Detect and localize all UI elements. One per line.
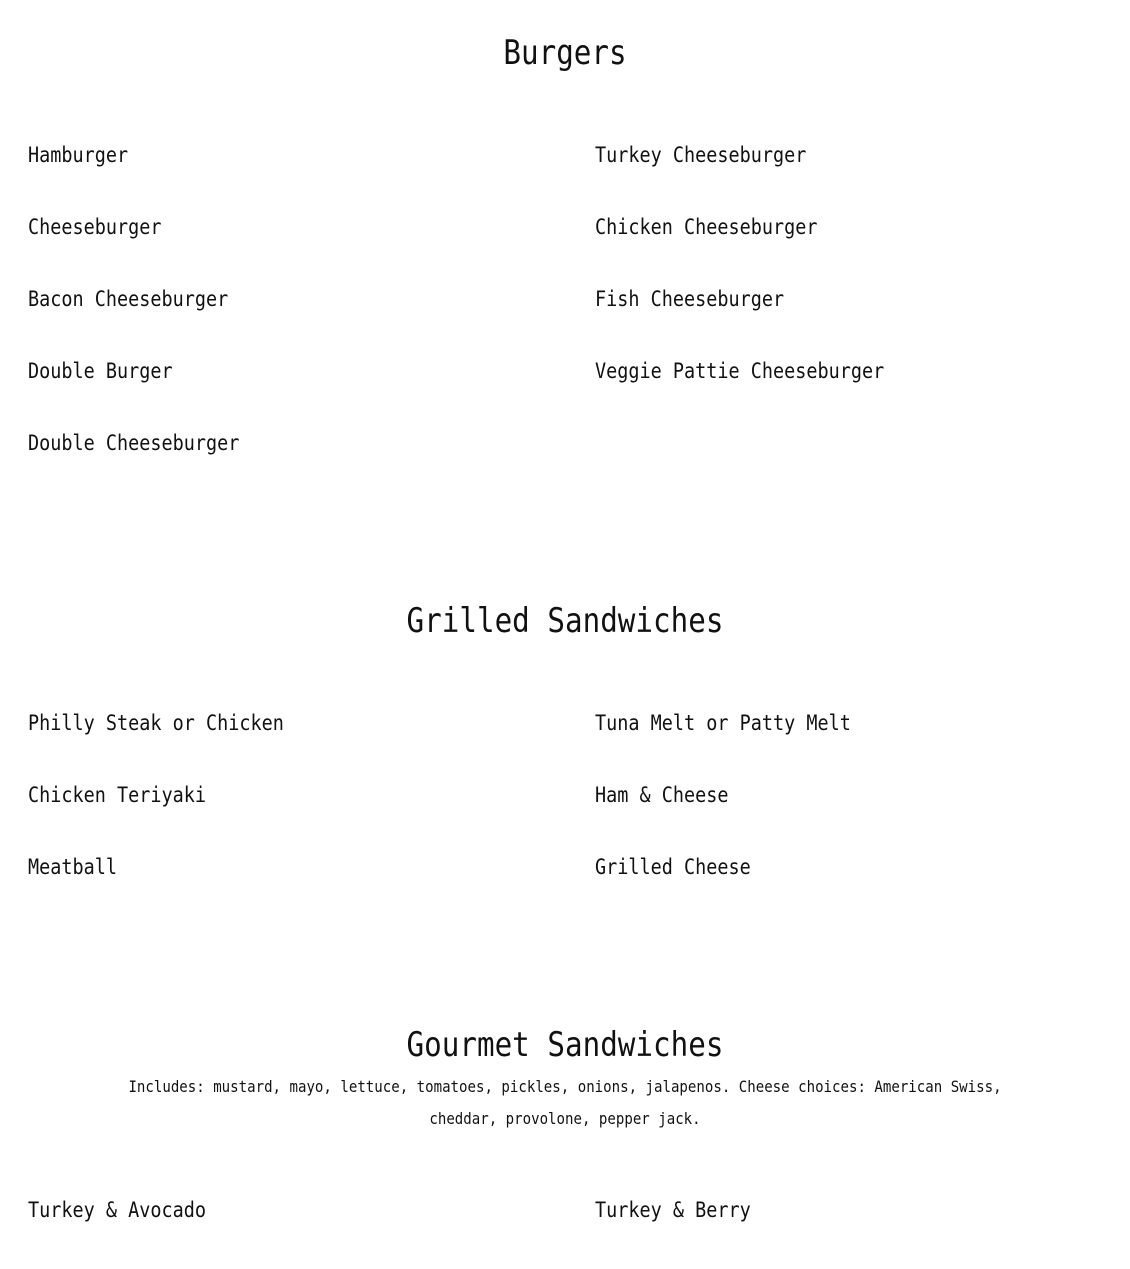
menu-item-veggie-pattie-cheeseburger[interactable]: Veggie Pattie Cheeseburger — [595, 359, 885, 383]
right-column — [567, 1197, 1130, 1269]
left-column — [0, 710, 567, 926]
grilled-sandwiches-section — [0, 601, 1130, 641]
menu-item-fish-cheeseburger[interactable]: Fish Cheeseburger — [595, 287, 785, 311]
right-column — [567, 710, 1130, 926]
menu-item-chicken-teriyaki[interactable]: Chicken Teriyaki — [28, 783, 207, 807]
menu-item-ham-and-cheese[interactable]: Ham & Cheese — [595, 783, 729, 807]
gourmet-sandwiches-section — [0, 1025, 1130, 1135]
menu-item-meatball[interactable]: Meatball — [28, 855, 118, 879]
gourmet-sandwiches-menu-grid — [0, 1197, 1130, 1269]
menu-item-double-burger[interactable]: Double Burger — [28, 359, 173, 383]
right-column — [567, 142, 1130, 502]
grilled-sandwiches-menu-grid — [0, 710, 1130, 926]
menu-item-philly-steak-or-chicken[interactable]: Philly Steak or Chicken — [28, 711, 284, 735]
menu-item-turkey-and-berry[interactable]: Turkey & Berry — [595, 1198, 751, 1222]
menu-item-turkey-and-avocado[interactable]: Turkey & Avocado — [28, 1198, 207, 1222]
menu-item-cheeseburger[interactable]: Cheeseburger — [28, 215, 162, 239]
menu-item-double-cheeseburger[interactable]: Double Cheeseburger — [28, 431, 240, 455]
menu-item-bacon-cheeseburger[interactable]: Bacon Cheeseburger — [28, 287, 229, 311]
menu-item-hamburger[interactable]: Hamburger — [28, 143, 129, 167]
left-column — [0, 1197, 567, 1269]
menu-item-turkey-cheeseburger[interactable]: Turkey Cheeseburger — [595, 143, 807, 167]
section-note: Includes: mustard, mayo, lettuce, tomatoes, pickles, onions, jalapenos. Cheese choices: American Swiss, cheddar, provolone, pepper jack. — [128, 1077, 1002, 1128]
burgers-section — [0, 33, 1130, 73]
section-title: Grilled Sandwiches — [406, 601, 724, 641]
burgers-menu-grid — [0, 142, 1130, 502]
menu-item-tuna-melt-or-patty-melt[interactable]: Tuna Melt or Patty Melt — [595, 711, 851, 735]
menu-item-chicken-cheeseburger[interactable]: Chicken Cheeseburger — [595, 215, 818, 239]
menu-item-grilled-cheese[interactable]: Grilled Cheese — [595, 855, 751, 879]
section-title: Burgers — [503, 33, 627, 73]
left-column — [0, 142, 567, 502]
section-title: Gourmet Sandwiches — [406, 1025, 724, 1065]
